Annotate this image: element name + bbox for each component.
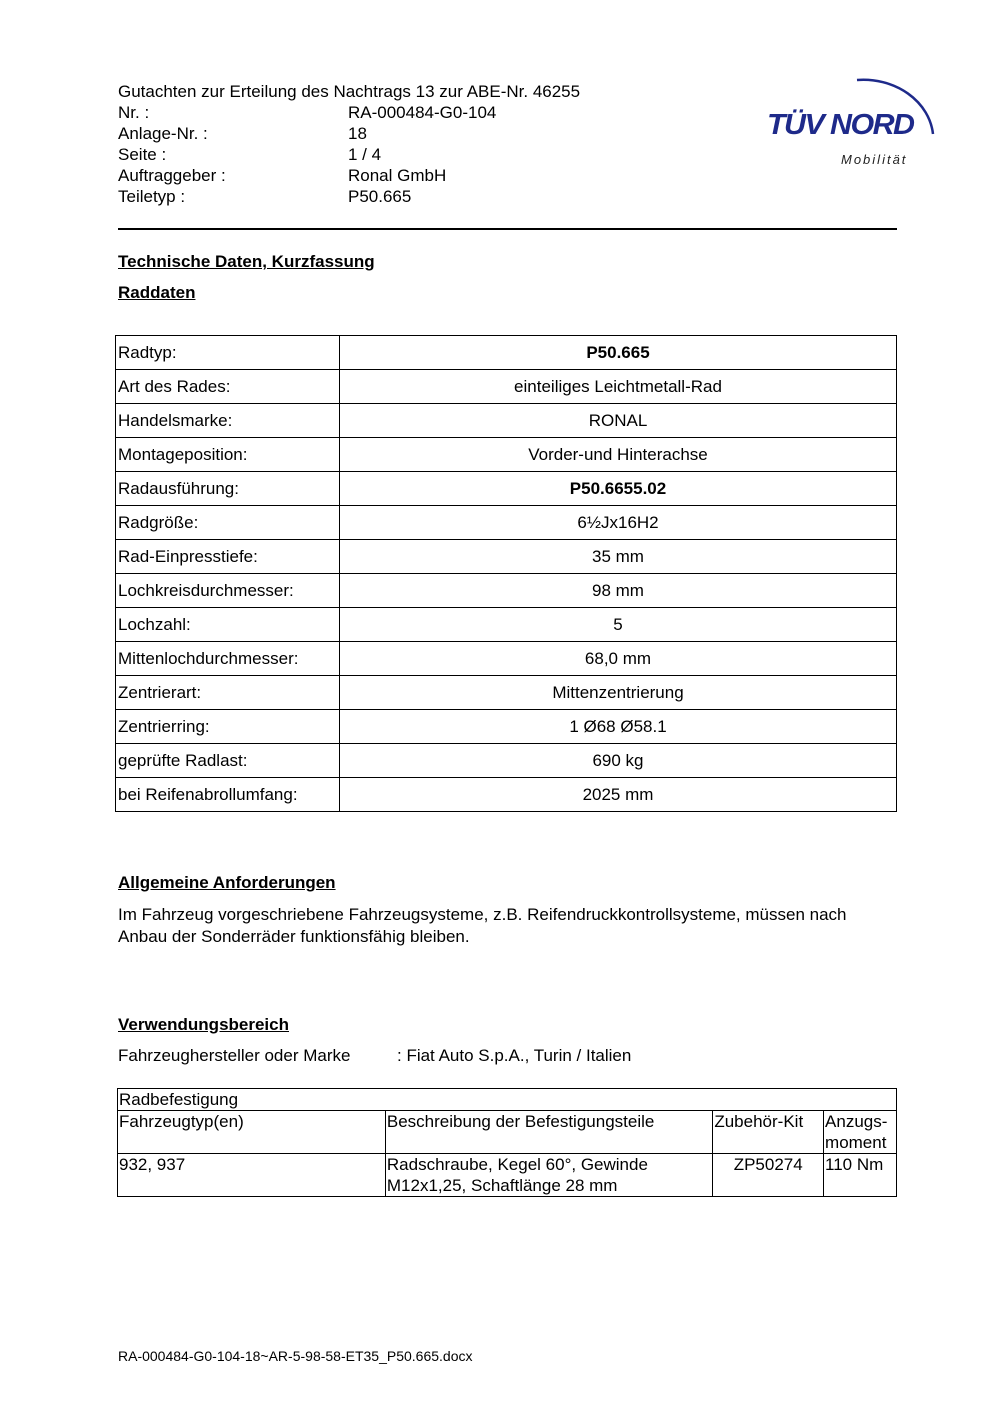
row-label: Rad-Einpresstiefe:	[116, 540, 340, 574]
table-row	[116, 438, 897, 472]
table-cell: 110 Nm	[824, 1154, 897, 1197]
footer-filename: RA-000484-G0-104-18~AR-5-98-58-ET35_P50.665.docx	[118, 1348, 473, 1364]
column-header: Fahrzeugtyp(en)	[118, 1111, 386, 1154]
logo-text: TÜV NORD	[767, 109, 914, 141]
table-row	[118, 1154, 897, 1197]
row-value: 2025 mm	[340, 778, 897, 812]
header-divider	[118, 228, 897, 230]
anforderungen-paragraph: Im Fahrzeug vorgeschriebene Fahrzeugsysteme, z.B. Reifendruckkontrollsysteme, müssen nach Anbau der Sonderräder funktionsfähig bleiben.	[118, 905, 847, 946]
header-key: Seite :	[118, 145, 167, 164]
raddaten-table	[115, 335, 897, 812]
header-row-teiletyp	[118, 186, 411, 207]
row-value: 6½Jx16H2	[340, 506, 897, 540]
document-title: Gutachten zur Erteilung des Nachtrags 13 zur ABE-Nr. 46255	[118, 82, 581, 101]
row-label: Lochkreisdurchmesser:	[116, 574, 340, 608]
tuv-nord-logo	[765, 58, 945, 170]
table-cell: ZP50274	[713, 1154, 824, 1197]
row-value: 5	[340, 608, 897, 642]
table-row	[116, 404, 897, 438]
table-row	[116, 642, 897, 676]
column-header: Anzugs-moment	[824, 1111, 897, 1154]
row-label: Zentrierart:	[116, 676, 340, 710]
table-row	[116, 336, 897, 370]
table-row	[116, 472, 897, 506]
header-value: P50.665	[348, 187, 412, 206]
table-header-row	[118, 1111, 897, 1154]
table-row	[116, 744, 897, 778]
table-row	[116, 778, 897, 812]
row-label: Lochzahl:	[116, 608, 340, 642]
row-label: Zentrierring:	[116, 710, 340, 744]
header-row-auftraggeber	[118, 165, 446, 186]
header-key: Teiletyp :	[118, 187, 186, 206]
row-label: Art des Rades:	[116, 370, 340, 404]
header-value: Ronal GmbH	[348, 166, 447, 185]
header-row-nr	[118, 102, 496, 123]
header-key: Anlage-Nr. :	[118, 124, 208, 143]
row-value: 1 Ø68 Ø58.1	[340, 710, 897, 744]
table-row	[116, 710, 897, 744]
section-allgemeine-anforderungen: Allgemeine Anforderungen	[118, 873, 336, 892]
row-value: einteiliges Leichtmetall-Rad	[340, 370, 897, 404]
table-row	[116, 506, 897, 540]
table-title: Radbefestigung	[118, 1089, 897, 1111]
row-value: P50.6655.02	[340, 472, 897, 506]
header-value: 1 / 4	[348, 145, 382, 164]
radbefestigung-table	[117, 1088, 897, 1197]
row-label: Radtyp:	[116, 336, 340, 370]
section-raddaten: Raddaten	[118, 283, 196, 302]
row-label: bei Reifenabrollumfang:	[116, 778, 340, 812]
maker-key: Fahrzeughersteller oder Marke	[118, 1046, 351, 1065]
table-row	[116, 608, 897, 642]
column-header: Beschreibung der Befestigungsteile	[385, 1111, 712, 1154]
header-key: Nr. :	[118, 103, 150, 122]
table-row	[116, 574, 897, 608]
header-value: RA-000484-G0-104	[348, 103, 497, 122]
row-label: Handelsmarke:	[116, 404, 340, 438]
column-header: Zubehör-Kit	[713, 1111, 824, 1154]
row-label: Montageposition:	[116, 438, 340, 472]
maker-value: : Fiat Auto S.p.A., Turin / Italien	[397, 1046, 632, 1065]
fahrzeughersteller-line	[118, 1046, 631, 1066]
header-row-seite	[118, 144, 381, 165]
table-row	[116, 676, 897, 710]
logo-subtitle: Mobilität	[841, 152, 908, 167]
row-value: Mittenzentrierung	[340, 676, 897, 710]
row-value: 98 mm	[340, 574, 897, 608]
row-value: 690 kg	[340, 744, 897, 778]
header-row-anlage	[118, 123, 367, 144]
row-value: Vorder-und Hinterachse	[340, 438, 897, 472]
header-value: 18	[348, 124, 367, 143]
section-verwendungsbereich: Verwendungsbereich	[118, 1015, 289, 1034]
table-row	[116, 540, 897, 574]
row-value: 68,0 mm	[340, 642, 897, 676]
section-technische-daten: Technische Daten, Kurzfassung	[118, 252, 375, 271]
row-label: geprüfte Radlast:	[116, 744, 340, 778]
row-value: P50.665	[340, 336, 897, 370]
table-row	[116, 370, 897, 404]
table-title-row	[118, 1089, 897, 1111]
row-label: Radgröße:	[116, 506, 340, 540]
table-cell: Radschraube, Kegel 60°, Gewinde M12x1,25, Schaftlänge 28 mm	[385, 1154, 712, 1197]
header-key: Auftraggeber :	[118, 166, 226, 185]
row-value: 35 mm	[340, 540, 897, 574]
table-cell: 932, 937	[118, 1154, 386, 1197]
row-value: RONAL	[340, 404, 897, 438]
row-label: Radausführung:	[116, 472, 340, 506]
row-label: Mittenlochdurchmesser:	[116, 642, 340, 676]
